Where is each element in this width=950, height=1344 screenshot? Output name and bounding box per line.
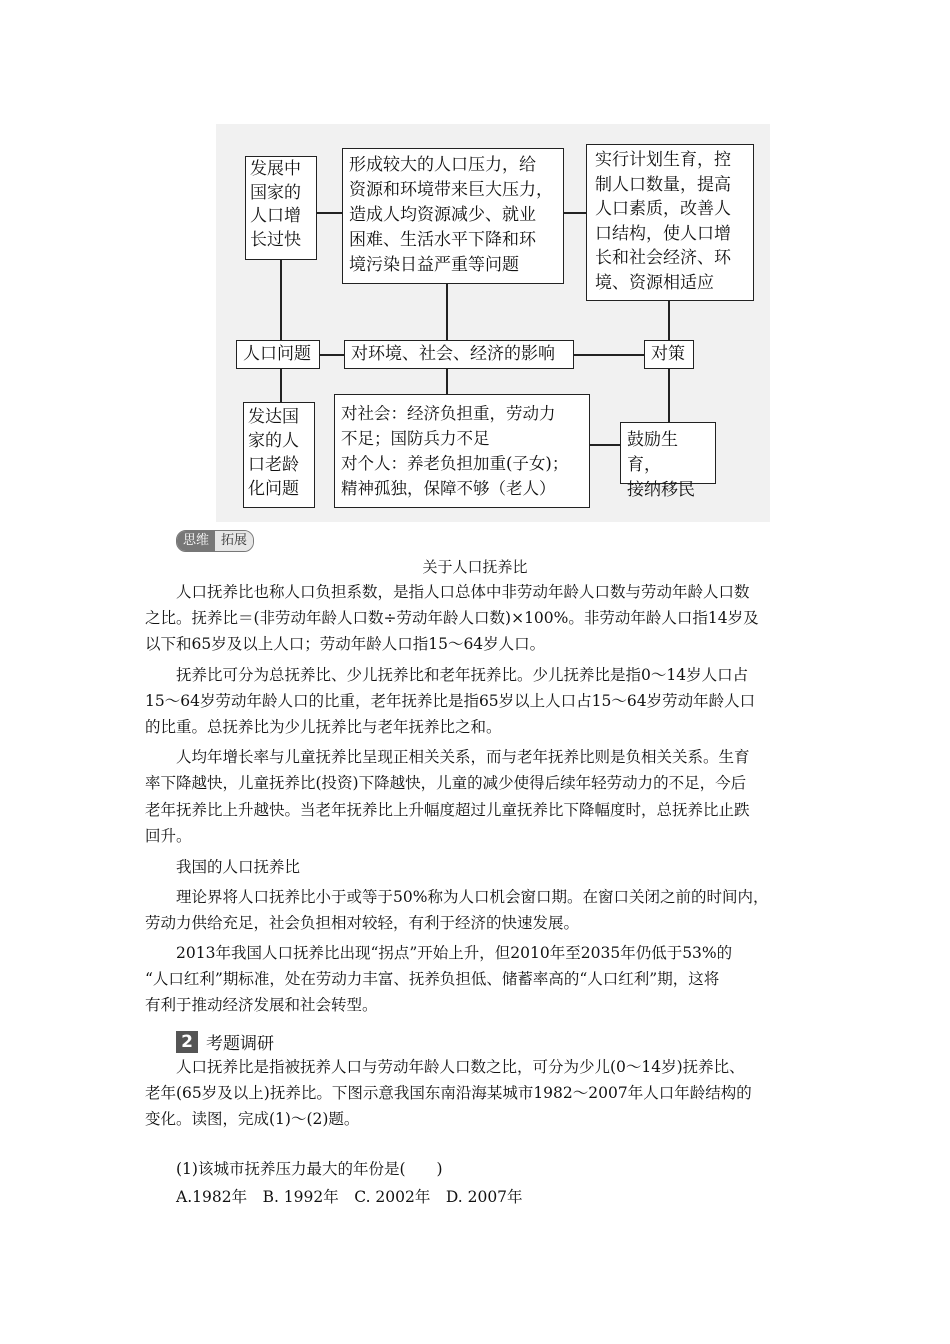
paragraph-line: 老年抚养比上升越快。当老年抚养比上升幅度超过儿童抚养比下降幅度时，总抚养比止跌 [145,801,750,819]
paragraph-line: 人口抚养比也称人口负担系数，是指人口总体中非劳动年龄人口数与劳动年龄人口数 [176,583,750,601]
connector-line [562,212,586,214]
thinking-expansion-tag [176,530,254,552]
impact-box: 对环境、社会、经济的影响 [344,340,574,369]
connector-line [318,354,346,356]
paragraph-line: “人口红利”期标准，处在劳动力丰富、抚养负担低、储蓄率高的“人口红利”期，这将 [145,970,720,988]
connector-line [446,368,448,394]
population-problem-diagram [216,124,770,522]
tag-part-expansion: 拓展 [215,531,253,551]
developing-policy-box: 实行计划生育，控 制人口数量，提高 人口素质，改善人 口结构，使人口增 长和社会经济、环 境、资源相适应 [586,144,754,301]
paragraph-line: 理论界将人口抚养比小于或等于50%称为人口机会窗口期。在窗口关闭之前的时间内， [176,888,769,906]
countermeasure-box: 对策 [644,340,694,369]
paragraph-line: 以下和65岁及以上人口；劳动年龄人口指15～64岁人口。 [145,635,546,653]
section-heading [176,1029,274,1054]
paragraph-line: 抚养比可分为总抚养比、少儿抚养比和老年抚养比。少儿抚养比是指0～14岁人口占 [176,666,749,684]
paragraph-line: 人均年增长率与儿童抚养比呈现正相关关系，而与老年抚养比则是负相关关系。生育 [176,748,750,766]
connector-line [280,258,282,340]
paragraph-line: 2013年我国人口抚养比出现“拐点”开始上升，但2010年至2035年仍低于53%的 [176,944,733,962]
paragraph-line: 率下降越快，儿童抚养比(投资)下降越快，儿童的减少使得后续年轻劳动力的不足，今后 [145,774,747,792]
question-intro-line: 人口抚养比是指被抚养人口与劳动年龄人口数之比，可分为少儿(0～14岁)抚养比、 [176,1058,745,1076]
tag-part-thinking: 思维 [177,531,215,551]
question-1-options: A.1982年 B. 1992年 C. 2002年 D. 2007年 [176,1188,523,1206]
paragraph-line: 回升。 [145,827,192,845]
question-intro-line: 老年(65岁及以上)抚养比。下图示意我国东南沿海某城市1982～2007年人口年龄结构的 [145,1084,752,1102]
question-1: (1)该城市抚养压力最大的年份是( ) [176,1160,443,1178]
developing-cause-box: 发展中 国家的 人口增 长过快 [245,156,317,260]
section-number: 2 [176,1031,198,1053]
developed-policy-box: 鼓励生育， 接纳移民 [620,422,716,484]
connector-line [280,368,282,402]
paragraph-line: 的比重。总抚养比为少儿抚养比与老年抚养比之和。 [145,718,502,736]
paragraph-line: 之比。抚养比＝(非劳动年龄人口数÷劳动年龄人口数)×100%。非劳动年龄人口指14岁及 [145,609,759,627]
developing-impact-box: 形成较大的人口压力，给 资源和环境带来巨大压力， 造成人均资源减少、就业 困难、生活水平下降和环 境污染日益严重等问题 [342,148,564,284]
connector-line [588,444,620,446]
article-title: 关于人口抚养比 [422,558,528,576]
connector-line [572,354,644,356]
paragraph-line: 有利于推动经济发展和社会转型。 [145,996,378,1014]
paragraph-line: 劳动力供给充足，社会负担相对较轻，有利于经济的快速发展。 [145,914,580,932]
connector-line [446,282,448,340]
connector-line [668,368,670,422]
connector-line [668,300,670,340]
question-intro-line: 变化。读图，完成(1)～(2)题。 [145,1110,360,1128]
section-title: 考题调研 [206,1034,274,1054]
paragraph-line: 15～64岁劳动年龄人口的比重，老年抚养比是指65岁以上人口占15～64岁劳动年龄人口 [145,692,756,710]
developed-cause-box: 发达国 家的人 口老龄 化问题 [243,402,315,508]
subheading: 我国的人口抚养比 [176,858,301,876]
population-problem-box: 人口问题 [236,340,320,369]
developed-impact-box: 对社会：经济负担重，劳动力 不足；国防兵力不足 对个人：养老负担加重(子女)； 精神孤独，保障不够（老人） [334,394,590,508]
